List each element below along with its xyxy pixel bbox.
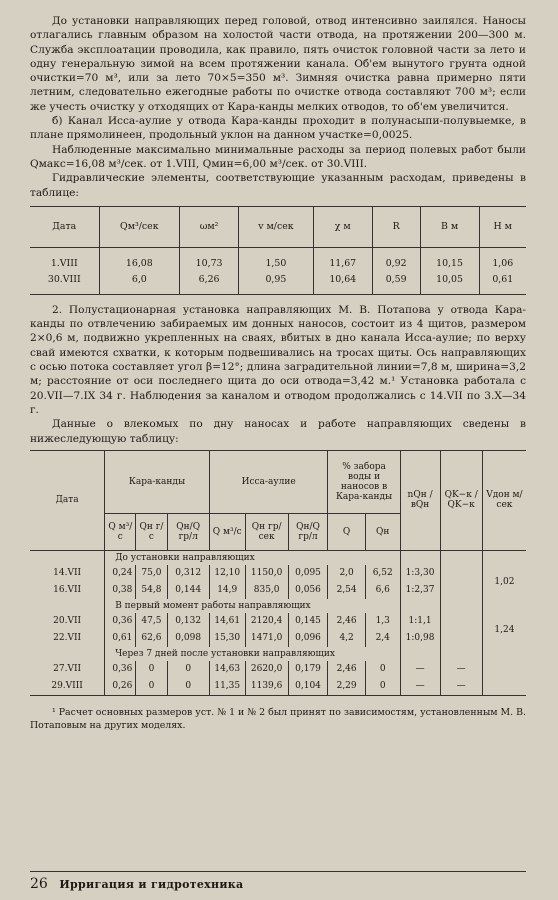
t2-cell: 15,30 <box>209 630 245 647</box>
t2-cell: 1,3 <box>365 613 400 630</box>
t2-header-kara-kandy: Кара-канды <box>105 450 210 513</box>
table-row <box>30 565 526 582</box>
t2-subheader: Q м³/с <box>105 513 136 550</box>
t1-cell: 11,67 <box>313 247 372 272</box>
t1-header: H м <box>479 206 526 247</box>
t2-date: 22.VII <box>30 630 105 647</box>
t2-cell: 2620,0 <box>245 661 288 678</box>
t2-header-percent: % забора воды и наносов в Кара-канды <box>328 450 400 513</box>
t2-header-date: Дата <box>30 450 105 550</box>
t2-vdon: 1,02 <box>482 565 526 599</box>
journal-title: Ирригация и гидротехника <box>59 878 244 891</box>
table-row <box>30 678 526 696</box>
t2-subheader: Qн/Q гр/л <box>167 513 209 550</box>
t2-cell: 2,46 <box>328 613 365 630</box>
t2-cell: 1:0,98 <box>400 630 440 647</box>
t1-cell: 0,59 <box>372 272 420 295</box>
t2-header-qk: QK−к / QK−к <box>440 450 482 550</box>
t2-cell: — <box>400 661 440 678</box>
t1-header: v м/сек <box>239 206 314 247</box>
table-row <box>30 582 526 599</box>
t2-cell: 14,63 <box>209 661 245 678</box>
t2-cell: 0 <box>136 678 167 696</box>
t2-cell: 0,24 <box>105 565 136 582</box>
t2-cell: 0 <box>365 678 400 696</box>
t2-cell: 6,52 <box>365 565 400 582</box>
t2-cell: — <box>440 678 482 696</box>
t2-cell: 14,61 <box>209 613 245 630</box>
t2-cell: 0,096 <box>288 630 328 647</box>
t1-header: ωм² <box>180 206 239 247</box>
t2-cell: 54,8 <box>136 582 167 599</box>
t1-header: B м <box>420 206 479 247</box>
t1-cell: 10,15 <box>420 247 479 272</box>
t2-cell: 1:2,37 <box>400 582 440 599</box>
t2-phase-label: В первый момент работы направляющих <box>105 599 400 613</box>
t1-cell: 1,06 <box>479 247 526 272</box>
paragraph-5: 2. Полустационарная установка направляющих М. В. Потапова у отвода Кара-канды по отвлечению забираемых им донных наносов, состоит из 4 щитов, размером 2×0,6 м, подвижно укрепленных на сваях, вбитых в дно канала Исса-аулие; по верху свай имеются схватки, к которым подвешивались на тросах щиты. Ось направляющих с осью потока составляет угол β=12°; длина заградительной линии=7,8 м, ширина=3,2 м; расстояние от оси последнего щита до оси отвода=3,42 м.¹ Установка работала с 20.VII—7.IX 34 г. Наблюдения за каналом и отводом продолжались с 14.VII по 3.X—34 г. <box>30 303 526 416</box>
paragraph-2: б) Канал Исса-аулие у отвода Кара-канды проходит в полунасыпи-полувыемке, в плане прямолинеен, продольный уклон на данном участке=0,0025. <box>30 115 526 142</box>
t1-cell: 6,26 <box>180 272 239 295</box>
t1-cell: 6,0 <box>99 272 180 295</box>
t2-subheader: Qн гр/сек <box>245 513 288 550</box>
sediment-data-table <box>30 450 526 696</box>
t2-header-ratio: nQн / вQн <box>400 450 440 550</box>
t2-cell: 0,61 <box>105 630 136 647</box>
table-row <box>30 247 526 272</box>
t2-phase-label: До установки направляющих <box>105 550 400 565</box>
t2-date: 27.VII <box>30 661 105 678</box>
t2-cell: 835,0 <box>245 582 288 599</box>
t2-subheader: Q <box>328 513 365 550</box>
t2-cell: 1150,0 <box>245 565 288 582</box>
t2-cell: 0 <box>167 661 209 678</box>
t2-cell: 0,36 <box>105 613 136 630</box>
t2-cell: 1471,0 <box>245 630 288 647</box>
paragraph-6: Данные о влекомых по дну наносах и работе направляющих сведены в нижеследующую таблицу: <box>30 418 526 445</box>
table-row <box>30 613 526 630</box>
t2-cell: 12,10 <box>209 565 245 582</box>
t2-cell: 6,6 <box>365 582 400 599</box>
t1-header: R <box>372 206 420 247</box>
t2-date: 20.VII <box>30 613 105 630</box>
t2-cell: 75,0 <box>136 565 167 582</box>
table-row <box>30 272 526 295</box>
t2-cell: 0,26 <box>105 678 136 696</box>
t2-cell: 0,095 <box>288 565 328 582</box>
t2-cell: 0,098 <box>167 630 209 647</box>
t1-cell: 30.VIII <box>47 274 81 286</box>
t2-cell: — <box>440 661 482 678</box>
t1-cell: 0,95 <box>239 272 314 295</box>
table-row <box>30 661 526 678</box>
t2-cell: — <box>400 678 440 696</box>
t2-cell: 0,132 <box>167 613 209 630</box>
t1-cell: 0,61 <box>479 272 526 295</box>
t2-cell: 0,104 <box>288 678 328 696</box>
t2-cell: 0,312 <box>167 565 209 582</box>
t1-cell: 0,92 <box>372 247 420 272</box>
t1-cell: 10,73 <box>180 247 239 272</box>
page-footer <box>30 871 526 892</box>
t2-cell: 47,5 <box>136 613 167 630</box>
t2-subheader: Qн г/с <box>136 513 167 550</box>
t2-cell: 1:1,1 <box>400 613 440 630</box>
t2-cell: 0,056 <box>288 582 328 599</box>
footnote: ¹ Расчет основных размеров уст. № 1 и № 2 был принят по зависимостям, установленным М. В. Потаповым на других моделях. <box>30 706 526 731</box>
t2-header-vdon: Vдон м/сек <box>482 450 526 550</box>
t1-header: Qм³/сек <box>99 206 180 247</box>
t2-subheader: Q м³/с <box>209 513 245 550</box>
t1-cell: 1,50 <box>239 247 314 272</box>
paragraph-4: Гидравлические элементы, соответствующие указанным расходам, приведены в таблице: <box>30 172 526 199</box>
t2-cell: 2,46 <box>328 661 365 678</box>
t2-cell: 0 <box>365 661 400 678</box>
t2-cell: 0,38 <box>105 582 136 599</box>
t2-cell: 0 <box>167 678 209 696</box>
page-number: 26 <box>30 876 48 892</box>
t2-cell: 2,4 <box>365 630 400 647</box>
t2-cell: 0,36 <box>105 661 136 678</box>
t2-cell: 2,54 <box>328 582 365 599</box>
t2-cell: 0,145 <box>288 613 328 630</box>
t2-subheader: Qн/Q гр/л <box>288 513 328 550</box>
t1-cell: 1.VIII <box>50 258 78 270</box>
t2-vdon: 1,24 <box>482 613 526 647</box>
t2-phase-label: Через 7 дней после установки направляющих <box>105 647 400 661</box>
t1-header: χ м <box>313 206 372 247</box>
t2-cell: 62,6 <box>136 630 167 647</box>
hydraulic-elements-table <box>30 206 526 295</box>
t2-cell: 0,144 <box>167 582 209 599</box>
t1-cell: 10,05 <box>420 272 479 295</box>
t2-cell: 0 <box>136 661 167 678</box>
t2-cell: 1:3,30 <box>400 565 440 582</box>
t1-header: Дата <box>52 221 77 233</box>
t1-cell: 16,08 <box>99 247 180 272</box>
t1-cell: 10,64 <box>313 272 372 295</box>
t2-cell: 14,9 <box>209 582 245 599</box>
t2-cell: 2120,4 <box>245 613 288 630</box>
t2-cell: 2,29 <box>328 678 365 696</box>
t2-header-issa-aulie: Исса-аулие <box>209 450 328 513</box>
t2-cell: 1139,6 <box>245 678 288 696</box>
t2-cell: 2,0 <box>328 565 365 582</box>
t2-subheader: Qн <box>365 513 400 550</box>
paragraph-1: До установки направляющих перед головой, отвод интенсивно заилялся. Наносы отлагались главным образом на холостой части отвода, на протяжении 200—300 м. Служба эксплоатации проводила, как правило, пять очисток головной части за лето и одну генеральную зимой на всем протяжении канала. Об'ем вынутого грунта одной очистки=70 м³, или за лето 70×5=350 м³. Зимняя очистка равна примерно пяти летним, следовательно ежегодные работы по очистке отвода составляют 700 м³; если же учесть очистку у отходящих от Кара-канды мелких отводов, то об'ем увеличится. <box>30 15 526 113</box>
t2-date: 16.VII <box>30 582 105 599</box>
table-row <box>30 630 526 647</box>
paragraph-3: Наблюденные максимально минимальные расходы за период полевых работ были Qмакс=16,08 м³/сек. от 1.VIII, Qмин=6,00 м³/сек. от 30.VIII. <box>30 143 526 170</box>
t2-date: 14.VII <box>30 565 105 582</box>
t2-cell: 4,2 <box>328 630 365 647</box>
t2-cell: 0,179 <box>288 661 328 678</box>
t2-date: 29.VIII <box>30 678 105 696</box>
t2-cell: 11,35 <box>209 678 245 696</box>
